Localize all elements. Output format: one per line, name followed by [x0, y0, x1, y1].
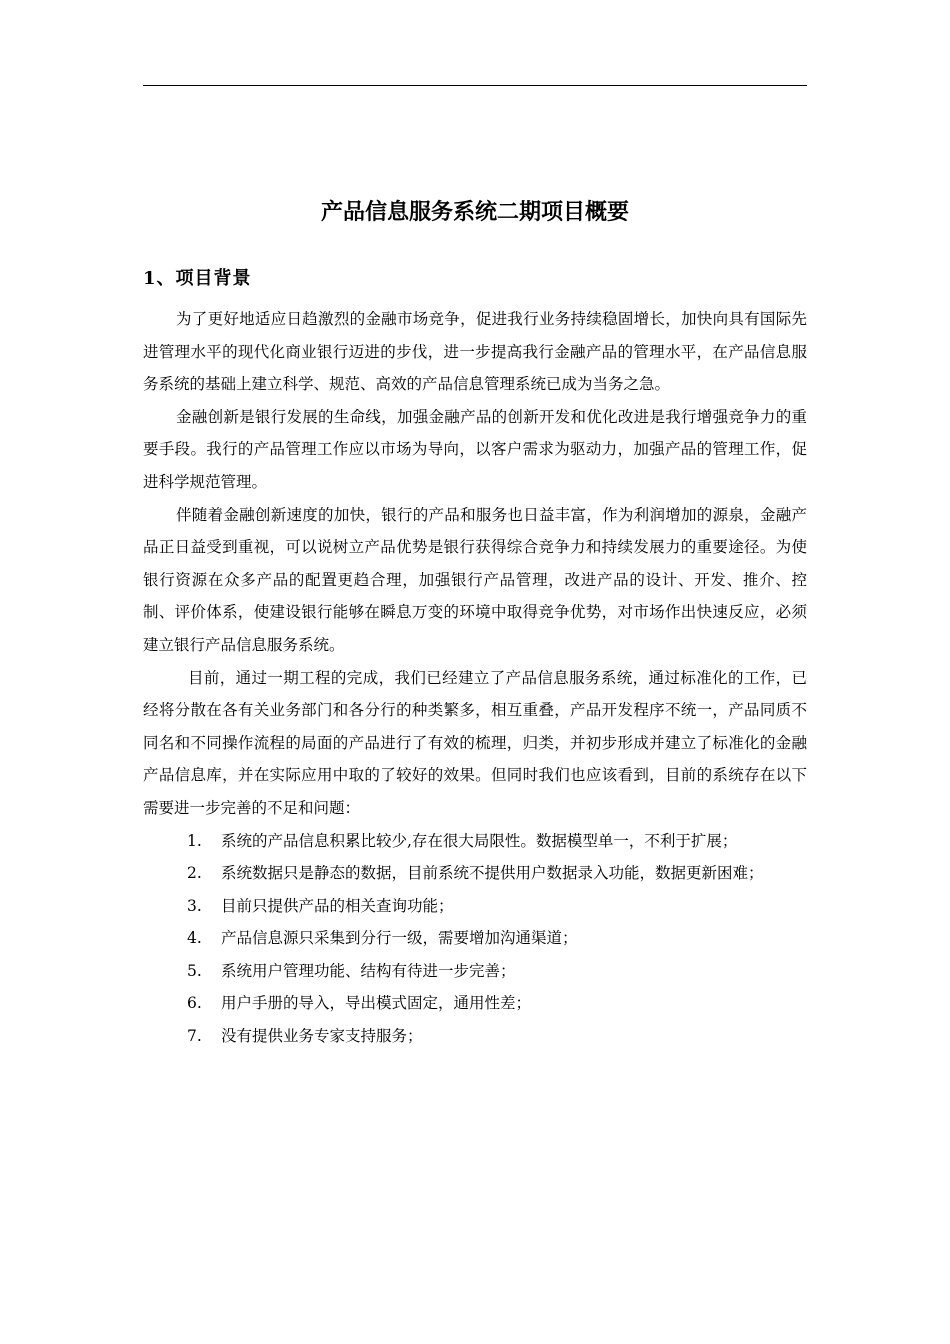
list-item-text: 没有提供业务专家支持服务；: [221, 1027, 423, 1046]
section-body: [143, 303, 807, 1053]
list-item-text: 系统用户管理功能、结构有待进一步完善；: [221, 961, 516, 980]
list-item: [143, 825, 807, 858]
paragraph-4: 目前，通过一期工程的完成，我们已经建立了产品信息服务系统，通过标准化的工作，已经将分散在各有关业务部门和各分行的种类繁多，相互重叠，产品开发程序不统一，产品同质不同名和不同操作流程的局面的产品进行了有效的梳理，归类，并初步形成并建立了标准化的金融产品信息库，并在实际应用中取的了较好的效果。但同时我们也应该看到，目前的系统存在以下需要进一步完善的不足和问题：: [143, 668, 807, 817]
list-item-number: 5.: [187, 961, 202, 980]
paragraph-1: 为了更好地适应日趋激烈的金融市场竞争，促进我行业务持续稳固增长，加快向具有国际先进管理水平的现代化商业银行迈进的步伐，进一步提高我行金融产品的管理水平，在产品信息服务系统的基础上建立科学、规范、高效的产品信息管理系统已成为当务之急。: [143, 310, 807, 394]
list-item-number: 2.: [187, 864, 202, 883]
list-item-number: 6.: [187, 994, 202, 1013]
list-item-text: 系统数据只是静态的数据，目前系统不提供用户数据录入功能，数据更新困难；: [221, 864, 764, 883]
paragraph-2: 金融创新是银行发展的生命线，加强金融产品的创新开发和优化改进是我行增强竞争力的重要手段。我行的产品管理工作应以市场为导向，以客户需求为驱动力，加强产品的管理工作，促进科学规范管理。: [143, 407, 807, 491]
section-heading-project-background: 1、项目背景: [143, 268, 252, 289]
list-item-number: 4.: [187, 929, 202, 948]
list-item: [143, 987, 807, 1020]
issue-list: [143, 825, 807, 1053]
list-item-text: 目前只提供产品的相关查询功能；: [221, 896, 454, 915]
list-item-number: 3.: [187, 896, 202, 915]
document-title: 产品信息服务系统二期项目概要: [320, 199, 629, 225]
list-item: [143, 857, 807, 890]
list-item-text: 用户手册的导入，导出模式固定，通用性差；: [221, 994, 532, 1013]
list-item-number: 7.: [187, 1027, 202, 1046]
list-item-text: 产品信息源只采集到分行一级，需要增加沟通渠道；: [221, 929, 578, 948]
list-item: [143, 922, 807, 955]
header-rule: [143, 85, 807, 86]
paragraph-3: 伴随着金融创新速度的加快，银行的产品和服务也日益丰富，作为利润增加的源泉，金融产品正日益受到重视，可以说树立产品优势是银行获得综合竞争力和持续发展力的重要途径。为使银行资源在众多产品的配置更趋合理，加强银行产品管理，改进产品的设计、开发、推介、控制、评价体系，使建设银行能够在瞬息万变的环境中取得竞争优势，对市场作出快速反应，必须建立银行产品信息服务系统。: [143, 505, 807, 654]
list-item-number: 1.: [187, 831, 202, 850]
list-item: [143, 1020, 807, 1053]
list-item: [143, 890, 807, 923]
list-item-text: 系统的产品信息积累比较少,存在很大局限性。数据模型单一，不利于扩展；: [221, 831, 738, 850]
list-item: [143, 955, 807, 988]
